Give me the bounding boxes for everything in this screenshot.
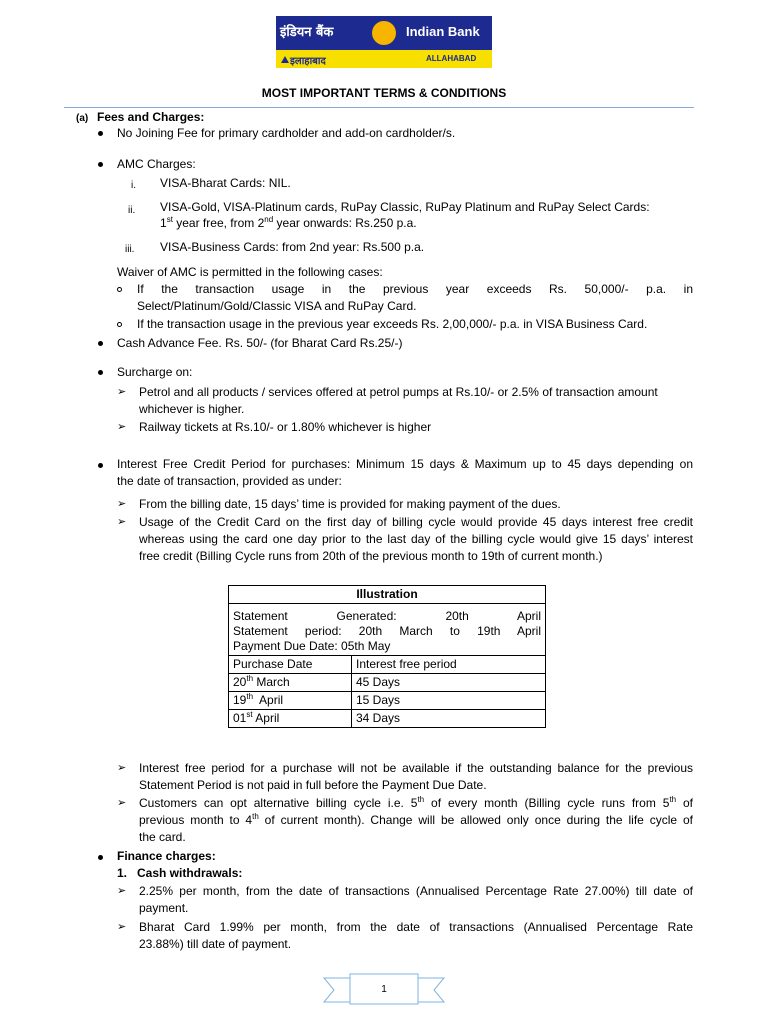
amc-item-num: iii.	[125, 244, 135, 255]
arrow-bullet-icon: ➢	[117, 884, 127, 897]
bullet-icon	[98, 463, 103, 468]
finance-heading: Finance charges:	[117, 849, 216, 863]
note-1-line1: Interest free period for a purchase will not be available if the outstanding balance for the previous	[139, 761, 693, 775]
table-row	[229, 674, 546, 692]
payment-due-date: Payment Due Date: 05th May	[233, 639, 391, 653]
column-header: Interest free period	[352, 656, 546, 674]
period-cell: 34 Days	[352, 710, 546, 728]
bullet-icon	[98, 855, 103, 860]
logo-hindi-text: इंडियन बैंक	[280, 25, 334, 40]
table-header-row	[229, 656, 546, 674]
circle-bullet-icon	[117, 287, 122, 292]
surcharge-label: Surcharge on:	[117, 365, 193, 379]
waiver-2: If the transaction usage in the previous year exceeds Rs. 2,00,000/- p.a. in VISA Business Card.	[137, 317, 648, 331]
note-2-line2: previous month to 4th of current month). Change will be allowed only once during the life cycle of	[139, 812, 693, 827]
statement-period: Statement period: 20th March to 19th April	[233, 624, 541, 638]
arrow-bullet-icon: ➢	[117, 515, 127, 528]
waiver-intro: Waiver of AMC is permitted in the following cases:	[117, 265, 383, 279]
interest-free-line1: Interest Free Credit Period for purchases: Minimum 15 days & Maximum up to 45 days depending on	[117, 457, 693, 471]
note-2-line3: the card.	[139, 830, 186, 844]
arrow-bullet-icon: ➢	[117, 497, 127, 510]
table-row	[229, 586, 546, 604]
finance-sub-heading: Cash withdrawals:	[137, 866, 243, 880]
table-row	[229, 692, 546, 710]
arrow-bullet-icon: ➢	[117, 796, 127, 809]
finance-item-2-line2: 23.88%) till date of payment.	[139, 937, 292, 951]
table-heading: Illustration	[229, 586, 546, 604]
amc-item-num: i.	[131, 180, 136, 191]
cash-advance-text: Cash Advance Fee. Rs. 50/- (for Bharat Card Rs.25/-)	[117, 336, 403, 350]
amc-item-text: VISA-Bharat Cards: NIL.	[160, 176, 291, 190]
purchase-date-cell: 19th April	[229, 692, 352, 710]
bullet-icon	[98, 370, 103, 375]
amc-item-text: VISA-Business Cards: from 2nd year: Rs.500 p.a.	[160, 240, 425, 254]
period-cell: 15 Days	[352, 692, 546, 710]
bullet-icon	[98, 131, 103, 136]
surcharge-2: Railway tickets at Rs.10/- or 1.80% whichever is higher	[139, 420, 432, 434]
arrow-bullet-icon: ➢	[117, 420, 127, 433]
finance-item-1-line2: payment.	[139, 901, 189, 915]
bullet-icon	[98, 341, 103, 346]
illustration-table	[228, 585, 546, 728]
note-1-line2: Statement Period is not paid in full before the Payment Due Date.	[139, 778, 487, 792]
logo-top-band	[276, 16, 492, 50]
amc-item-text-line1: VISA-Gold, VISA-Platinum cards, RuPay Classic, RuPay Platinum and RuPay Select Cards:	[160, 200, 650, 214]
triangle-icon	[281, 56, 289, 63]
surcharge-1-line1: Petrol and all products / services offered at petrol pumps at Rs.10/- or 2.5% of transaction amount	[139, 385, 658, 399]
section-heading: Fees and Charges:	[97, 110, 205, 124]
bank-logo	[276, 16, 492, 68]
logo-sub-hindi: इलाहाबाद	[290, 56, 326, 67]
purchase-date-cell: 01st April	[229, 710, 352, 728]
arrow-bullet-icon: ➢	[117, 385, 127, 398]
logo-emblem-icon	[372, 21, 396, 45]
billing-2-line3: free credit (Billing Cycle runs from 20th of the previous month to 19th of current month.)	[139, 549, 603, 563]
table-row	[229, 604, 546, 656]
interest-free-line2: the date of transaction, provided as under:	[117, 474, 342, 488]
arrow-bullet-icon: ➢	[117, 920, 127, 933]
surcharge-1-line2: whichever is higher.	[139, 402, 245, 416]
statement-info-cell	[229, 604, 546, 656]
amc-item-text-line2: 1st year free, from 2nd year onwards: Rs.250 p.a.	[160, 215, 417, 230]
waiver-1-line1: If the transaction usage in the previous year exceeds Rs. 50,000/- p.a. in	[137, 282, 693, 296]
table-row	[229, 710, 546, 728]
page-number-badge	[320, 972, 448, 1012]
statement-generated: Statement Generated: 20th April	[233, 609, 541, 623]
note-2-line1: Customers can opt alternative billing cycle i.e. 5th of every month (Billing cycle runs from 5th of	[139, 795, 694, 810]
amc-item-num: ii.	[128, 205, 136, 216]
circle-bullet-icon	[117, 322, 122, 327]
amc-label: AMC Charges:	[117, 157, 196, 171]
logo-english-text: Indian Bank	[406, 24, 480, 39]
billing-2-line2: whereas using the card one day prior to the last day of the billing cycle would give 15 days’ interest	[139, 532, 693, 546]
logo-sub-english: ALLAHABAD	[426, 54, 477, 63]
joining-fee-text: No Joining Fee for primary cardholder and add-on cardholder/s.	[117, 126, 456, 140]
period-cell: 45 Days	[352, 674, 546, 692]
section-marker: (a)	[76, 113, 89, 124]
finance-item-1-line1: 2.25% per month, from the date of transactions (Annualised Percentage Rate 27.00%) till date of	[139, 884, 693, 898]
bullet-icon	[98, 162, 103, 167]
finance-sub-num: 1.	[117, 866, 128, 880]
title-divider	[64, 107, 694, 108]
finance-item-2-line1: Bharat Card 1.99% per month, from the date of transactions (Annualised Percentage Rate	[139, 920, 693, 934]
arrow-bullet-icon: ➢	[117, 761, 127, 774]
page-title: MOST IMPORTANT TERMS & CONDITIONS	[261, 86, 507, 100]
billing-2-line1: Usage of the Credit Card on the first day of billing cycle would provide 45 days interest free credit	[139, 515, 693, 529]
page-number: 1	[381, 984, 387, 995]
billing-1: From the billing date, 15 days’ time is provided for making payment of the dues.	[139, 497, 561, 511]
logo-bottom-band	[276, 50, 492, 68]
waiver-1-line2: Select/Platinum/Gold/Classic VISA and RuPay Card.	[137, 299, 417, 313]
purchase-date-cell: 20th March	[229, 674, 352, 692]
column-header: Purchase Date	[229, 656, 352, 674]
